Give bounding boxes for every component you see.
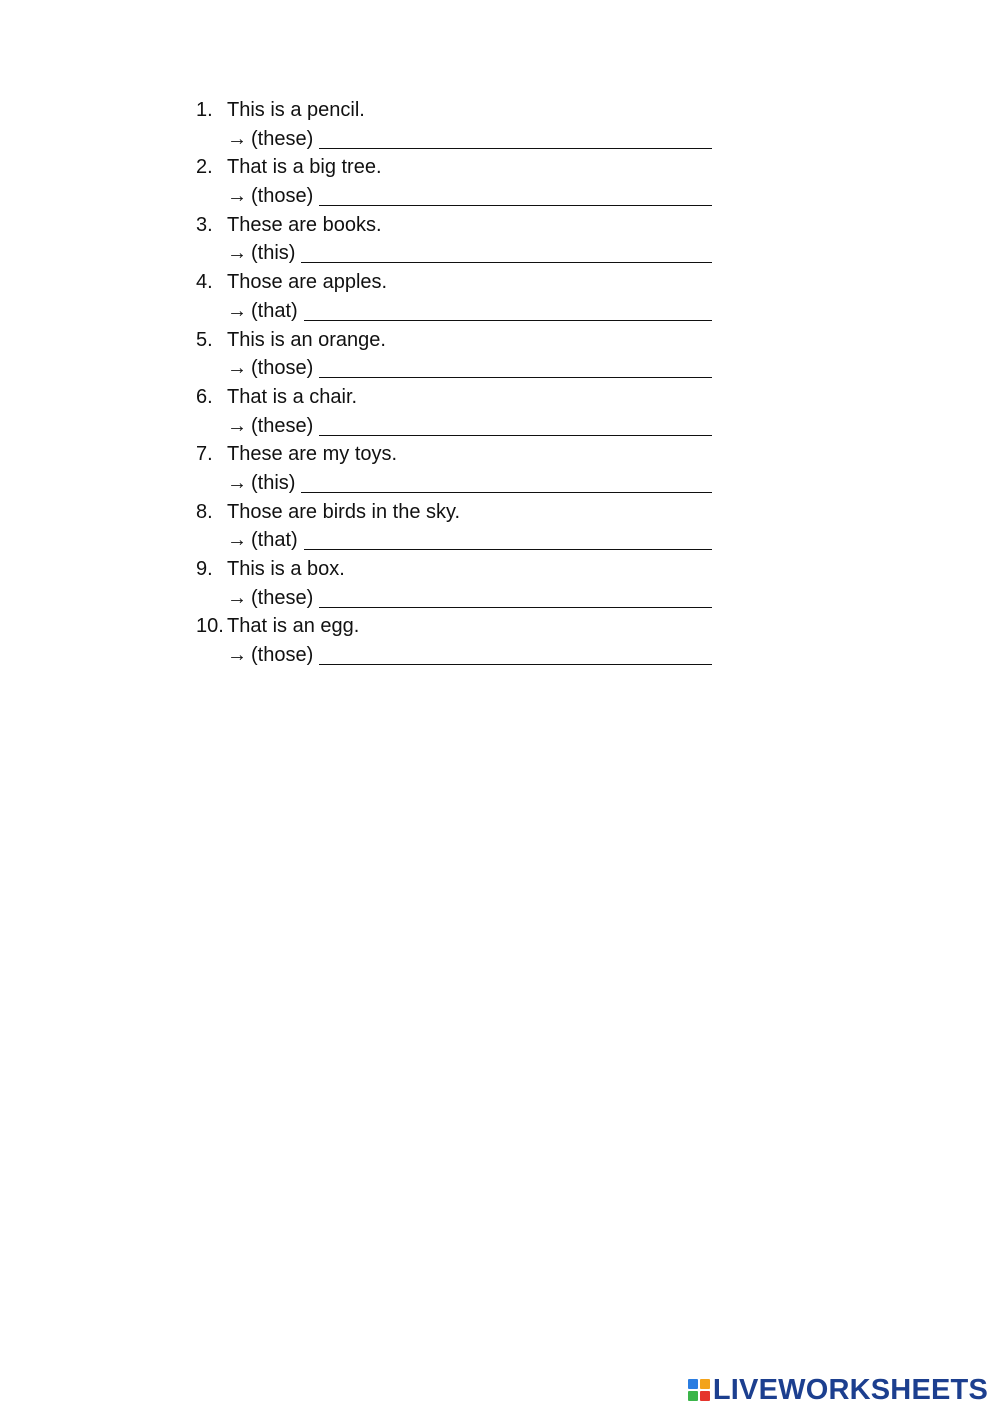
answer-blank[interactable] bbox=[319, 130, 712, 149]
question-line bbox=[196, 326, 756, 355]
exercise-item bbox=[196, 555, 756, 612]
logo-text: LIVEWORKSHEETS bbox=[712, 1373, 988, 1406]
question-line bbox=[196, 268, 756, 297]
answer-line bbox=[196, 239, 756, 268]
question-line bbox=[196, 555, 756, 584]
question-sentence: This is an orange. bbox=[227, 328, 386, 351]
answer-blank[interactable] bbox=[304, 531, 712, 550]
question-sentence: Those are birds in the sky. bbox=[227, 500, 461, 523]
question-line bbox=[196, 211, 756, 240]
question-sentence: That is a big tree. bbox=[227, 156, 382, 179]
question-line bbox=[196, 498, 756, 527]
exercise-item bbox=[196, 96, 756, 153]
question-sentence: That is a chair. bbox=[227, 385, 358, 408]
answer-line bbox=[196, 641, 756, 670]
arrow-icon: → bbox=[227, 299, 247, 322]
answer-line bbox=[196, 412, 756, 441]
answer-blank[interactable] bbox=[319, 417, 712, 436]
question-sentence: This is a box. bbox=[227, 558, 345, 580]
hint-word: (those) bbox=[251, 357, 314, 380]
answer-line bbox=[196, 526, 756, 555]
question-sentence: This is a pencil. bbox=[227, 99, 365, 121]
hint-word: (these) bbox=[251, 127, 314, 150]
answer-blank[interactable] bbox=[304, 302, 712, 321]
exercise-item bbox=[196, 153, 756, 210]
question-line bbox=[196, 612, 756, 641]
item-number: 8. bbox=[196, 500, 213, 523]
question-line bbox=[196, 96, 756, 125]
item-number: 6. bbox=[196, 385, 213, 408]
answer-blank[interactable] bbox=[319, 359, 712, 378]
answer-line bbox=[196, 182, 756, 211]
arrow-icon: → bbox=[227, 185, 247, 208]
answer-blank[interactable] bbox=[319, 646, 712, 665]
question-sentence: These are my toys. bbox=[227, 443, 398, 466]
exercise-item bbox=[196, 498, 756, 555]
hint-word: (this) bbox=[251, 242, 296, 265]
question-line bbox=[196, 440, 756, 469]
answer-line bbox=[196, 125, 756, 154]
arrow-icon: → bbox=[227, 586, 247, 609]
liveworksheets-logo[interactable] bbox=[688, 1374, 988, 1406]
question-line bbox=[196, 383, 756, 412]
hint-word: (this) bbox=[251, 471, 296, 494]
question-line bbox=[196, 153, 756, 182]
item-number: 7. bbox=[196, 443, 213, 466]
exercise-item bbox=[196, 383, 756, 440]
answer-line bbox=[196, 354, 756, 383]
answer-blank[interactable] bbox=[319, 589, 712, 608]
exercise-item bbox=[196, 268, 756, 325]
arrow-icon: → bbox=[227, 644, 247, 667]
hint-word: (that) bbox=[251, 299, 298, 322]
item-number: 9. bbox=[196, 558, 213, 580]
answer-blank[interactable] bbox=[301, 474, 712, 493]
arrow-icon: → bbox=[227, 357, 247, 380]
answer-blank[interactable] bbox=[319, 187, 712, 206]
item-number: 4. bbox=[196, 271, 213, 294]
answer-blank[interactable] bbox=[301, 244, 712, 263]
item-number: 10. bbox=[196, 615, 224, 638]
exercise-item bbox=[196, 211, 756, 268]
liveworksheets-logo-icon bbox=[688, 1379, 710, 1401]
answer-line bbox=[196, 469, 756, 498]
question-sentence: Those are apples. bbox=[227, 271, 388, 294]
arrow-icon: → bbox=[227, 127, 247, 150]
item-number: 3. bbox=[196, 213, 213, 236]
question-sentence: These are books. bbox=[227, 213, 382, 236]
arrow-icon: → bbox=[227, 242, 247, 265]
hint-word: (those) bbox=[251, 185, 314, 208]
item-number: 2. bbox=[196, 156, 213, 179]
worksheet-exercise-list bbox=[196, 96, 756, 670]
item-number: 1. bbox=[196, 99, 213, 121]
question-sentence: That is an egg. bbox=[227, 615, 360, 638]
answer-line bbox=[196, 584, 756, 613]
exercise-item bbox=[196, 612, 756, 669]
exercise-item bbox=[196, 440, 756, 497]
answer-line bbox=[196, 297, 756, 326]
hint-word: (these) bbox=[251, 586, 314, 609]
arrow-icon: → bbox=[227, 471, 247, 494]
hint-word: (these) bbox=[251, 414, 314, 437]
hint-word: (that) bbox=[251, 529, 298, 552]
item-number: 5. bbox=[196, 328, 213, 351]
exercise-item bbox=[196, 326, 756, 383]
hint-word: (those) bbox=[251, 644, 314, 667]
arrow-icon: → bbox=[227, 529, 247, 552]
arrow-icon: → bbox=[227, 414, 247, 437]
